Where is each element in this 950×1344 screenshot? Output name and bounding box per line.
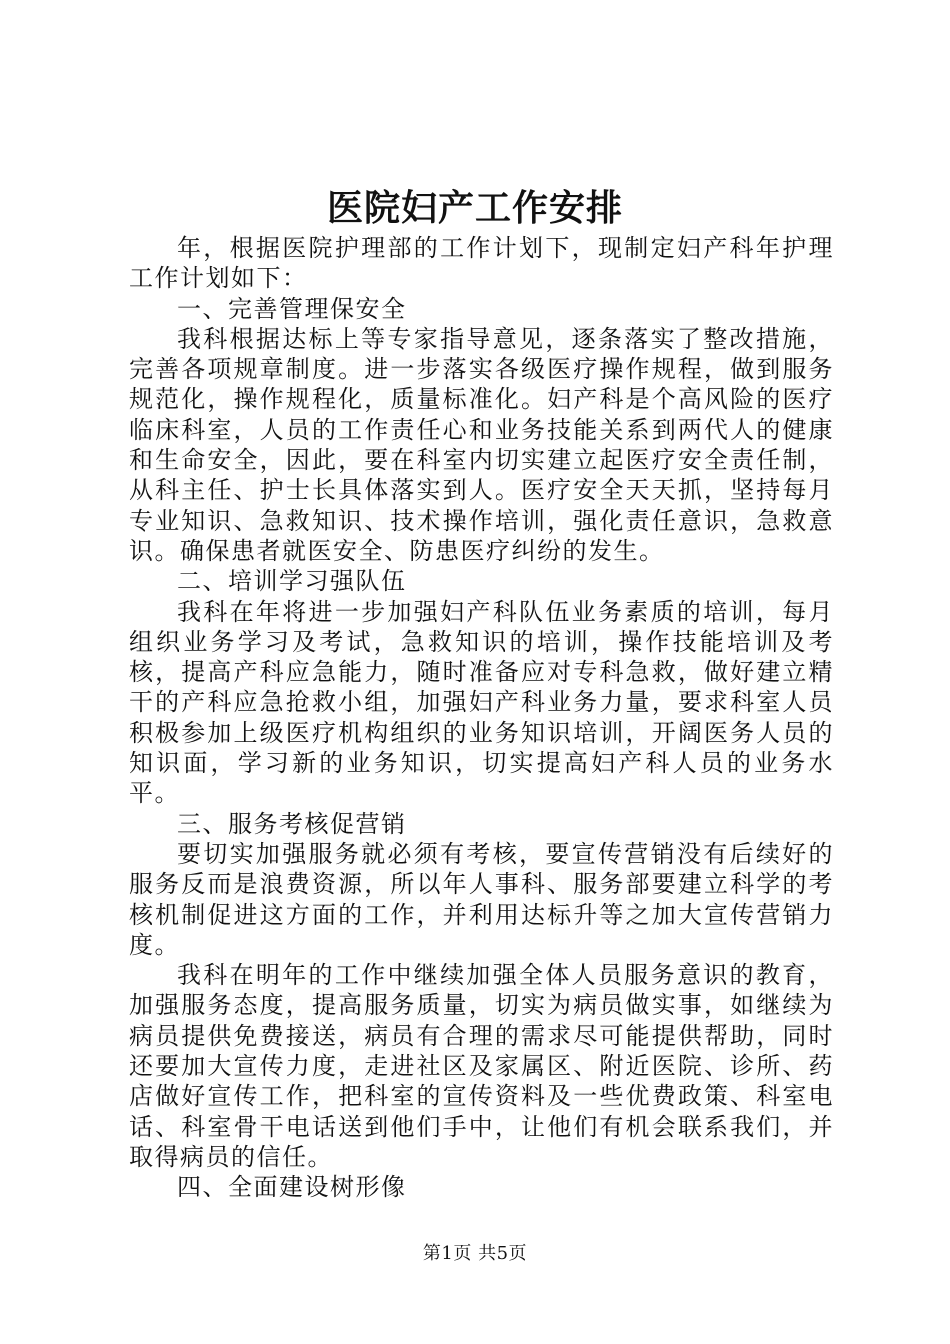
intro-paragraph: 年，根据医院护理部的工作计划下，现制定妇产科年护理工作计划如下： xyxy=(129,234,834,293)
section-paragraph-1: 我科根据达标上等专家指导意见，逐条落实了整改措施，完善各项规章制度。进一步落实各级医疗操作规程，做到服务规范化，操作规程化，质量标准化。妇产科是个高风险的医疗临床科室，人员的工作责任心和业务技能关系到两代人的健康和生命安全，因此，要在科室内切实建立起医疗安全责任制，从科主任、护士长具体落实到人。医疗安全天天抓，坚持每月专业知识、急救知识、技术操作培训，强化责任意识，急救意识。确保患者就医安全、防患医疗纠纷的发生。 xyxy=(129,324,834,565)
section-heading-2: 二、培训学习强队伍 xyxy=(177,567,407,596)
page-number-footer: 第1页 共5页 xyxy=(422,1243,528,1264)
section-paragraph-2: 我科在年将进一步加强妇产科队伍业务素质的培训，每月组织业务学习及考试，急救知识的培训，操作技能培训及考核，提高产科应急能力，随时准备应对专科急救，做好建立精干的产科应急抢救小组，加强妇产科业务力量，要求科室人员积极参加上级医疗机构组织的业务知识培训，开阔医务人员的知识面，学习新的业务知识，切实提高妇产科人员的业务水平。 xyxy=(129,597,834,808)
document-body xyxy=(129,233,834,1203)
document-title: 医院妇产工作安排 xyxy=(326,187,623,229)
section-heading-4: 四、全面建设树形像 xyxy=(177,1173,407,1202)
section-paragraph-3b: 我科在明年的工作中继续加强全体人员服务意识的教育，加强服务态度，提高服务质量，切实为病员做实事，如继续为病员提供免费接送，病员有合理的需求尽可能提供帮助，同时还要加大宣传力度，走进社区及家属区、附近医院、诊所、药店做好宣传工作，把科室的宣传资料及一些优费政策、科室电话、科室骨干电话送到他们手中，让他们有机会联系我们，并取得病员的信任。 xyxy=(129,961,834,1171)
section-heading-1: 一、完善管理保安全 xyxy=(177,294,407,323)
section-heading-3: 三、服务考核促营销 xyxy=(177,809,407,838)
section-paragraph-3a: 要切实加强服务就必须有考核，要宣传营销没有后续好的服务反而是浪费资源，所以年人事科、服务部要建立科学的考核机制促进这方面的工作，并利用达标升等之加大宣传营销力度。 xyxy=(129,839,834,959)
